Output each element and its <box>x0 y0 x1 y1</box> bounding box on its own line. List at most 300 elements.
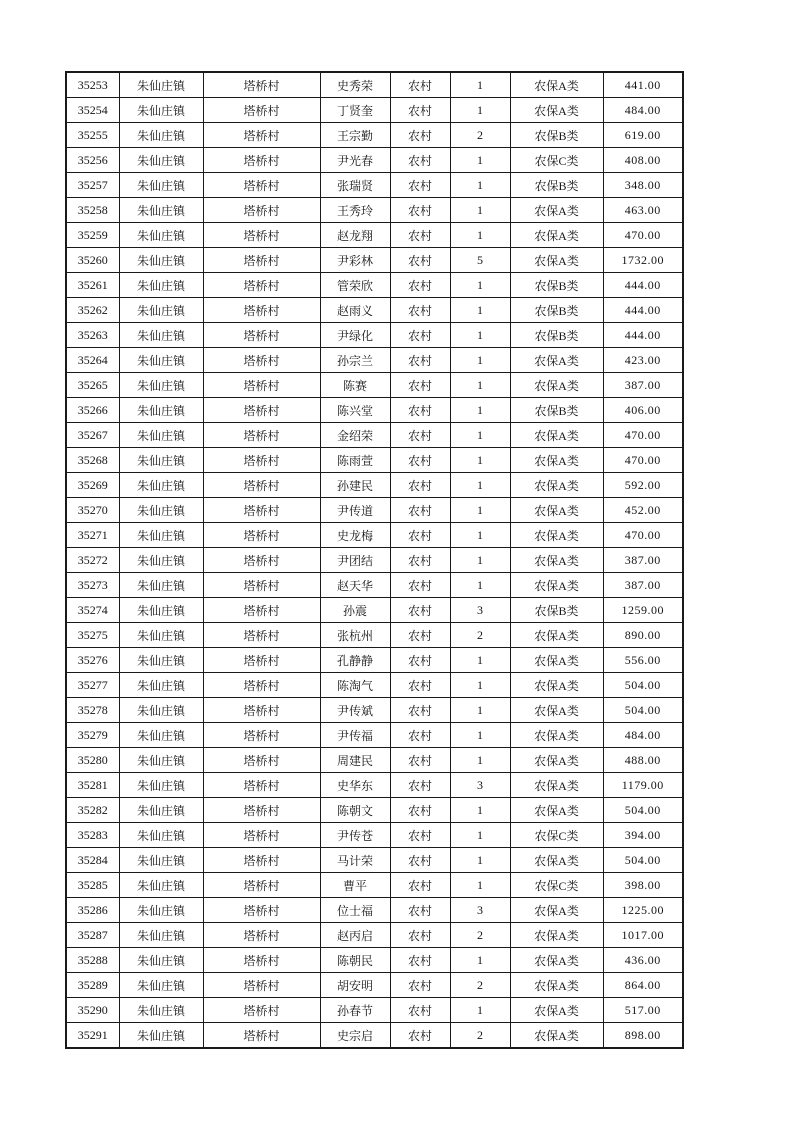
cell-town: 朱仙庄镇 <box>119 72 203 98</box>
table-row <box>66 598 683 623</box>
cell-serial-number: 35278 <box>66 698 119 723</box>
cell-residence-type: 农村 <box>390 748 450 773</box>
cell-residence-type: 农村 <box>390 848 450 873</box>
cell-town: 朱仙庄镇 <box>119 298 203 323</box>
cell-village: 塔桥村 <box>203 98 320 123</box>
table-row <box>66 273 683 298</box>
cell-amount: 1259.00 <box>603 598 683 623</box>
cell-town: 朱仙庄镇 <box>119 398 203 423</box>
cell-insurance-category: 农保A类 <box>510 698 603 723</box>
cell-residence-type: 农村 <box>390 123 450 148</box>
cell-residence-type: 农村 <box>390 248 450 273</box>
cell-town: 朱仙庄镇 <box>119 723 203 748</box>
cell-village: 塔桥村 <box>203 973 320 998</box>
cell-village: 塔桥村 <box>203 1023 320 1049</box>
cell-residence-type: 农村 <box>390 898 450 923</box>
cell-town: 朱仙庄镇 <box>119 873 203 898</box>
cell-town: 朱仙庄镇 <box>119 548 203 573</box>
cell-amount: 484.00 <box>603 723 683 748</box>
cell-person-count: 1 <box>450 423 510 448</box>
cell-amount: 387.00 <box>603 373 683 398</box>
table-row <box>66 223 683 248</box>
cell-village: 塔桥村 <box>203 798 320 823</box>
cell-residence-type: 农村 <box>390 648 450 673</box>
table-row <box>66 773 683 798</box>
cell-person-name: 张瑞贤 <box>320 173 390 198</box>
cell-residence-type: 农村 <box>390 298 450 323</box>
cell-person-count: 1 <box>450 323 510 348</box>
cell-insurance-category: 农保A类 <box>510 1023 603 1049</box>
cell-residence-type: 农村 <box>390 548 450 573</box>
cell-person-name: 尹团结 <box>320 548 390 573</box>
cell-residence-type: 农村 <box>390 498 450 523</box>
cell-person-name: 陈朝文 <box>320 798 390 823</box>
cell-village: 塔桥村 <box>203 498 320 523</box>
cell-insurance-category: 农保A类 <box>510 498 603 523</box>
cell-village: 塔桥村 <box>203 998 320 1023</box>
beneficiary-table <box>65 71 684 1049</box>
cell-village: 塔桥村 <box>203 848 320 873</box>
cell-serial-number: 35277 <box>66 673 119 698</box>
table-row <box>66 123 683 148</box>
cell-village: 塔桥村 <box>203 148 320 173</box>
cell-village: 塔桥村 <box>203 223 320 248</box>
cell-amount: 444.00 <box>603 323 683 348</box>
cell-village: 塔桥村 <box>203 373 320 398</box>
cell-insurance-category: 农保A类 <box>510 773 603 798</box>
cell-amount: 517.00 <box>603 998 683 1023</box>
cell-amount: 484.00 <box>603 98 683 123</box>
cell-amount: 1732.00 <box>603 248 683 273</box>
cell-person-count: 1 <box>450 548 510 573</box>
cell-insurance-category: 农保A类 <box>510 98 603 123</box>
cell-person-name: 金绍荣 <box>320 423 390 448</box>
cell-amount: 1225.00 <box>603 898 683 923</box>
cell-insurance-category: 农保B类 <box>510 273 603 298</box>
cell-amount: 470.00 <box>603 223 683 248</box>
cell-amount: 444.00 <box>603 273 683 298</box>
table-row <box>66 748 683 773</box>
cell-residence-type: 农村 <box>390 348 450 373</box>
table-row <box>66 648 683 673</box>
cell-town: 朱仙庄镇 <box>119 948 203 973</box>
cell-residence-type: 农村 <box>390 698 450 723</box>
cell-serial-number: 35279 <box>66 723 119 748</box>
cell-town: 朱仙庄镇 <box>119 223 203 248</box>
cell-person-count: 1 <box>450 148 510 173</box>
cell-residence-type: 农村 <box>390 573 450 598</box>
table-row <box>66 398 683 423</box>
cell-serial-number: 35261 <box>66 273 119 298</box>
cell-town: 朱仙庄镇 <box>119 648 203 673</box>
table-row <box>66 873 683 898</box>
cell-person-name: 王宗勤 <box>320 123 390 148</box>
cell-person-count: 1 <box>450 798 510 823</box>
cell-person-count: 2 <box>450 123 510 148</box>
table-row <box>66 248 683 273</box>
cell-town: 朱仙庄镇 <box>119 673 203 698</box>
cell-person-count: 1 <box>450 823 510 848</box>
cell-person-count: 1 <box>450 448 510 473</box>
cell-town: 朱仙庄镇 <box>119 748 203 773</box>
cell-insurance-category: 农保A类 <box>510 973 603 998</box>
cell-serial-number: 35259 <box>66 223 119 248</box>
cell-residence-type: 农村 <box>390 623 450 648</box>
cell-amount: 470.00 <box>603 523 683 548</box>
cell-town: 朱仙庄镇 <box>119 173 203 198</box>
cell-insurance-category: 农保A类 <box>510 898 603 923</box>
cell-residence-type: 农村 <box>390 923 450 948</box>
cell-serial-number: 35260 <box>66 248 119 273</box>
cell-person-name: 陈淘气 <box>320 673 390 698</box>
cell-person-name: 马计荣 <box>320 848 390 873</box>
cell-person-name: 陈赛 <box>320 373 390 398</box>
cell-residence-type: 农村 <box>390 998 450 1023</box>
cell-town: 朱仙庄镇 <box>119 1023 203 1049</box>
cell-person-name: 史华东 <box>320 773 390 798</box>
cell-village: 塔桥村 <box>203 323 320 348</box>
cell-person-name: 管荣欣 <box>320 273 390 298</box>
cell-serial-number: 35263 <box>66 323 119 348</box>
cell-person-name: 孙建民 <box>320 473 390 498</box>
cell-insurance-category: 农保A类 <box>510 673 603 698</box>
table-row <box>66 723 683 748</box>
cell-person-count: 1 <box>450 873 510 898</box>
cell-village: 塔桥村 <box>203 72 320 98</box>
cell-town: 朱仙庄镇 <box>119 698 203 723</box>
cell-person-count: 1 <box>450 298 510 323</box>
cell-residence-type: 农村 <box>390 973 450 998</box>
cell-village: 塔桥村 <box>203 473 320 498</box>
cell-serial-number: 35285 <box>66 873 119 898</box>
cell-serial-number: 35273 <box>66 573 119 598</box>
cell-village: 塔桥村 <box>203 423 320 448</box>
cell-amount: 452.00 <box>603 498 683 523</box>
cell-town: 朱仙庄镇 <box>119 898 203 923</box>
cell-village: 塔桥村 <box>203 573 320 598</box>
table-row <box>66 423 683 448</box>
cell-person-name: 赵雨义 <box>320 298 390 323</box>
cell-insurance-category: 农保A类 <box>510 573 603 598</box>
cell-serial-number: 35269 <box>66 473 119 498</box>
cell-insurance-category: 农保C类 <box>510 823 603 848</box>
cell-person-count: 2 <box>450 973 510 998</box>
cell-person-name: 张杭州 <box>320 623 390 648</box>
cell-residence-type: 农村 <box>390 1023 450 1049</box>
cell-person-name: 尹光春 <box>320 148 390 173</box>
cell-insurance-category: 农保A类 <box>510 373 603 398</box>
cell-insurance-category: 农保B类 <box>510 298 603 323</box>
cell-village: 塔桥村 <box>203 123 320 148</box>
cell-insurance-category: 农保A类 <box>510 848 603 873</box>
cell-serial-number: 35253 <box>66 72 119 98</box>
cell-person-count: 1 <box>450 198 510 223</box>
cell-serial-number: 35283 <box>66 823 119 848</box>
cell-town: 朱仙庄镇 <box>119 823 203 848</box>
table-row <box>66 198 683 223</box>
cell-residence-type: 农村 <box>390 598 450 623</box>
cell-person-count: 3 <box>450 773 510 798</box>
cell-serial-number: 35257 <box>66 173 119 198</box>
cell-residence-type: 农村 <box>390 723 450 748</box>
cell-town: 朱仙庄镇 <box>119 923 203 948</box>
table-row <box>66 298 683 323</box>
cell-person-count: 1 <box>450 673 510 698</box>
cell-amount: 470.00 <box>603 423 683 448</box>
cell-village: 塔桥村 <box>203 948 320 973</box>
cell-insurance-category: 农保A类 <box>510 423 603 448</box>
cell-person-name: 赵龙翔 <box>320 223 390 248</box>
cell-town: 朱仙庄镇 <box>119 423 203 448</box>
cell-person-name: 孙宗兰 <box>320 348 390 373</box>
cell-person-count: 1 <box>450 848 510 873</box>
cell-serial-number: 35266 <box>66 398 119 423</box>
cell-person-name: 孙震 <box>320 598 390 623</box>
cell-person-count: 1 <box>450 173 510 198</box>
cell-person-name: 史秀荣 <box>320 72 390 98</box>
cell-serial-number: 35280 <box>66 748 119 773</box>
cell-serial-number: 35255 <box>66 123 119 148</box>
cell-insurance-category: 农保A类 <box>510 798 603 823</box>
table-row <box>66 798 683 823</box>
cell-town: 朱仙庄镇 <box>119 798 203 823</box>
cell-serial-number: 35268 <box>66 448 119 473</box>
cell-insurance-category: 农保A类 <box>510 623 603 648</box>
cell-amount: 1179.00 <box>603 773 683 798</box>
cell-serial-number: 35281 <box>66 773 119 798</box>
cell-serial-number: 35262 <box>66 298 119 323</box>
cell-person-count: 1 <box>450 648 510 673</box>
cell-person-count: 5 <box>450 248 510 273</box>
cell-amount: 394.00 <box>603 823 683 848</box>
cell-insurance-category: 农保A类 <box>510 923 603 948</box>
cell-town: 朱仙庄镇 <box>119 323 203 348</box>
cell-town: 朱仙庄镇 <box>119 623 203 648</box>
cell-town: 朱仙庄镇 <box>119 448 203 473</box>
cell-insurance-category: 农保A类 <box>510 948 603 973</box>
cell-amount: 488.00 <box>603 748 683 773</box>
cell-town: 朱仙庄镇 <box>119 248 203 273</box>
cell-person-count: 1 <box>450 748 510 773</box>
cell-insurance-category: 农保A类 <box>510 198 603 223</box>
cell-insurance-category: 农保A类 <box>510 723 603 748</box>
cell-person-name: 尹彩林 <box>320 248 390 273</box>
cell-residence-type: 农村 <box>390 473 450 498</box>
cell-amount: 436.00 <box>603 948 683 973</box>
cell-person-count: 1 <box>450 523 510 548</box>
table-row <box>66 473 683 498</box>
table-row <box>66 673 683 698</box>
table-row <box>66 148 683 173</box>
cell-insurance-category: 农保C类 <box>510 148 603 173</box>
cell-residence-type: 农村 <box>390 448 450 473</box>
cell-serial-number: 35272 <box>66 548 119 573</box>
cell-amount: 444.00 <box>603 298 683 323</box>
cell-amount: 408.00 <box>603 148 683 173</box>
cell-person-count: 1 <box>450 948 510 973</box>
cell-person-name: 陈雨萱 <box>320 448 390 473</box>
table-row <box>66 498 683 523</box>
cell-residence-type: 农村 <box>390 823 450 848</box>
cell-person-name: 陈兴堂 <box>320 398 390 423</box>
cell-insurance-category: 农保A类 <box>510 648 603 673</box>
cell-serial-number: 35288 <box>66 948 119 973</box>
cell-village: 塔桥村 <box>203 723 320 748</box>
table-row <box>66 348 683 373</box>
cell-amount: 348.00 <box>603 173 683 198</box>
cell-serial-number: 35287 <box>66 923 119 948</box>
cell-amount: 470.00 <box>603 448 683 473</box>
cell-amount: 619.00 <box>603 123 683 148</box>
table-row <box>66 548 683 573</box>
table-row <box>66 1023 683 1049</box>
cell-person-name: 周建民 <box>320 748 390 773</box>
cell-person-count: 3 <box>450 598 510 623</box>
cell-residence-type: 农村 <box>390 273 450 298</box>
table-row <box>66 998 683 1023</box>
cell-village: 塔桥村 <box>203 698 320 723</box>
cell-residence-type: 农村 <box>390 223 450 248</box>
table-row <box>66 448 683 473</box>
cell-serial-number: 35267 <box>66 423 119 448</box>
cell-village: 塔桥村 <box>203 173 320 198</box>
cell-village: 塔桥村 <box>203 523 320 548</box>
cell-amount: 398.00 <box>603 873 683 898</box>
cell-amount: 387.00 <box>603 548 683 573</box>
cell-town: 朱仙庄镇 <box>119 373 203 398</box>
cell-person-count: 1 <box>450 998 510 1023</box>
cell-person-name: 尹传斌 <box>320 698 390 723</box>
cell-serial-number: 35276 <box>66 648 119 673</box>
cell-serial-number: 35264 <box>66 348 119 373</box>
cell-insurance-category: 农保B类 <box>510 323 603 348</box>
cell-insurance-category: 农保A类 <box>510 473 603 498</box>
table-row <box>66 373 683 398</box>
cell-person-name: 曹平 <box>320 873 390 898</box>
table-row <box>66 898 683 923</box>
cell-residence-type: 农村 <box>390 773 450 798</box>
table-row <box>66 98 683 123</box>
cell-person-name: 位士福 <box>320 898 390 923</box>
cell-residence-type: 农村 <box>390 98 450 123</box>
cell-person-name: 王秀玲 <box>320 198 390 223</box>
cell-serial-number: 35258 <box>66 198 119 223</box>
cell-person-count: 2 <box>450 1023 510 1049</box>
cell-person-name: 赵丙启 <box>320 923 390 948</box>
cell-person-count: 1 <box>450 223 510 248</box>
cell-town: 朱仙庄镇 <box>119 123 203 148</box>
cell-village: 塔桥村 <box>203 673 320 698</box>
cell-amount: 504.00 <box>603 798 683 823</box>
cell-serial-number: 35256 <box>66 148 119 173</box>
table-row <box>66 573 683 598</box>
cell-village: 塔桥村 <box>203 298 320 323</box>
cell-village: 塔桥村 <box>203 748 320 773</box>
cell-person-count: 1 <box>450 72 510 98</box>
cell-insurance-category: 农保B类 <box>510 598 603 623</box>
cell-person-count: 1 <box>450 98 510 123</box>
cell-amount: 1017.00 <box>603 923 683 948</box>
cell-person-name: 孙春节 <box>320 998 390 1023</box>
cell-insurance-category: 农保B类 <box>510 173 603 198</box>
cell-amount: 504.00 <box>603 698 683 723</box>
cell-village: 塔桥村 <box>203 598 320 623</box>
cell-person-count: 3 <box>450 898 510 923</box>
cell-person-count: 1 <box>450 498 510 523</box>
cell-serial-number: 35286 <box>66 898 119 923</box>
table-row <box>66 623 683 648</box>
cell-town: 朱仙庄镇 <box>119 498 203 523</box>
table-row <box>66 848 683 873</box>
cell-person-count: 1 <box>450 373 510 398</box>
cell-residence-type: 农村 <box>390 198 450 223</box>
cell-person-name: 尹绿化 <box>320 323 390 348</box>
cell-amount: 556.00 <box>603 648 683 673</box>
cell-town: 朱仙庄镇 <box>119 198 203 223</box>
cell-village: 塔桥村 <box>203 823 320 848</box>
cell-residence-type: 农村 <box>390 173 450 198</box>
cell-serial-number: 35275 <box>66 623 119 648</box>
cell-insurance-category: 农保A类 <box>510 248 603 273</box>
cell-amount: 864.00 <box>603 973 683 998</box>
cell-town: 朱仙庄镇 <box>119 998 203 1023</box>
cell-person-count: 1 <box>450 698 510 723</box>
cell-residence-type: 农村 <box>390 373 450 398</box>
cell-village: 塔桥村 <box>203 873 320 898</box>
cell-insurance-category: 农保A类 <box>510 548 603 573</box>
cell-person-count: 2 <box>450 623 510 648</box>
cell-village: 塔桥村 <box>203 623 320 648</box>
cell-insurance-category: 农保A类 <box>510 998 603 1023</box>
cell-person-count: 1 <box>450 473 510 498</box>
cell-insurance-category: 农保A类 <box>510 448 603 473</box>
cell-residence-type: 农村 <box>390 523 450 548</box>
cell-village: 塔桥村 <box>203 348 320 373</box>
cell-insurance-category: 农保A类 <box>510 223 603 248</box>
cell-insurance-category: 农保B类 <box>510 398 603 423</box>
cell-person-name: 尹传道 <box>320 498 390 523</box>
cell-residence-type: 农村 <box>390 72 450 98</box>
cell-person-name: 赵天华 <box>320 573 390 598</box>
cell-amount: 898.00 <box>603 1023 683 1049</box>
cell-residence-type: 农村 <box>390 673 450 698</box>
cell-amount: 890.00 <box>603 623 683 648</box>
cell-person-count: 1 <box>450 723 510 748</box>
cell-residence-type: 农村 <box>390 398 450 423</box>
cell-village: 塔桥村 <box>203 773 320 798</box>
table-row <box>66 173 683 198</box>
cell-person-count: 1 <box>450 398 510 423</box>
cell-person-name: 胡安明 <box>320 973 390 998</box>
table-row <box>66 948 683 973</box>
cell-town: 朱仙庄镇 <box>119 598 203 623</box>
cell-insurance-category: 农保A类 <box>510 348 603 373</box>
cell-town: 朱仙庄镇 <box>119 148 203 173</box>
cell-person-count: 1 <box>450 573 510 598</box>
cell-serial-number: 35291 <box>66 1023 119 1049</box>
cell-serial-number: 35254 <box>66 98 119 123</box>
cell-serial-number: 35282 <box>66 798 119 823</box>
cell-village: 塔桥村 <box>203 898 320 923</box>
cell-town: 朱仙庄镇 <box>119 98 203 123</box>
cell-person-name: 丁贤奎 <box>320 98 390 123</box>
cell-insurance-category: 农保B类 <box>510 123 603 148</box>
table-body <box>66 72 683 1048</box>
cell-amount: 504.00 <box>603 848 683 873</box>
cell-person-name: 孔静静 <box>320 648 390 673</box>
cell-amount: 463.00 <box>603 198 683 223</box>
cell-town: 朱仙庄镇 <box>119 573 203 598</box>
